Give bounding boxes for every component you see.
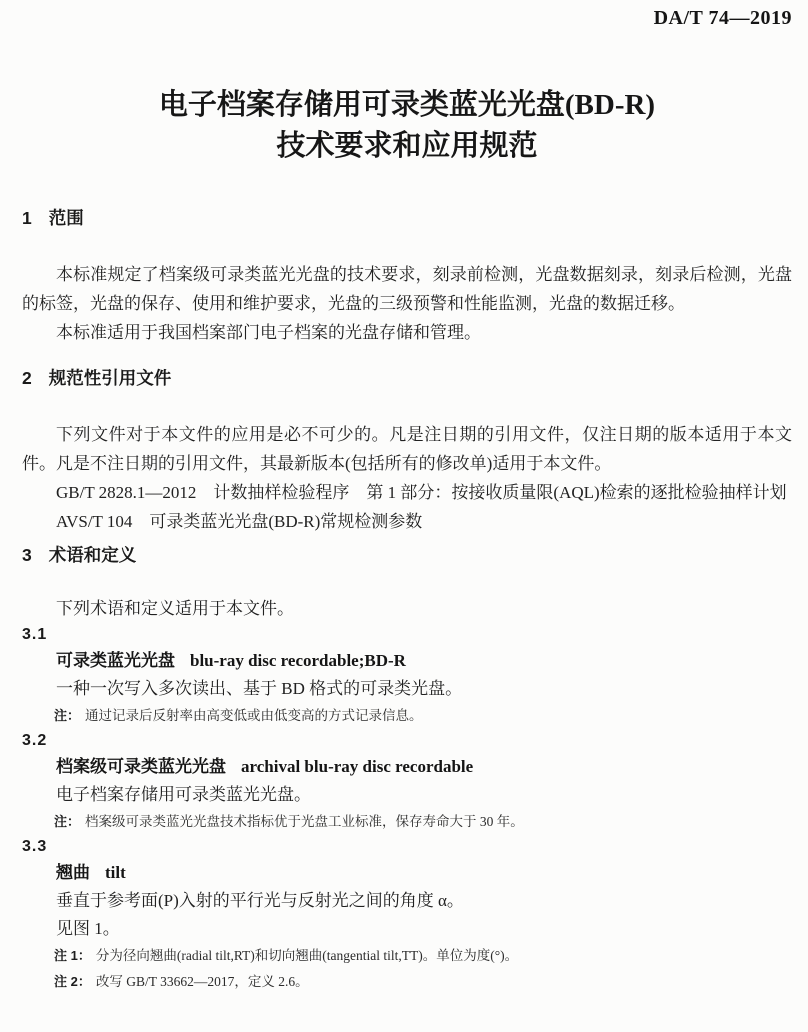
standard-code: DA/T 74—2019: [653, 7, 792, 29]
normative-reference-1: GB/T 2828.1—2012 计数抽样检验程序 第 1 部分：按接收质量限(AQL)检索的逐批检验抽样计划: [56, 483, 787, 502]
clause-3-1-note-label: 注：: [54, 708, 81, 723]
clause-3-2-definition: 电子档案存储用可录类蓝光光盘。: [56, 785, 311, 804]
clause-3-3-note-1-text: 分为径向翘曲(radial tilt,RT)和切向翘曲(tangential tilt,TT)。单位为度(°)。: [95, 948, 519, 963]
clause-3-3-term: [56, 859, 792, 887]
section-2-paragraph-1: 下列文件对于本文件的应用是必不可少的。凡是注日期的引用文件，仅注日期的版本适用于本文件。凡是不注日期的引用文件，其最新版本(包括所有的修改单)适用于本文件。: [22, 425, 792, 473]
clause-3-2-note: [54, 809, 792, 835]
clause-3-3-note-1-label: 注 1：: [54, 948, 91, 963]
document-title-line1: 电子档案存储用可录类蓝光光盘(BD-R): [158, 89, 656, 121]
clause-3-1-term: [56, 647, 792, 675]
section-1-number: 1: [22, 208, 32, 228]
document-title-line2: 技术要求和应用规范: [276, 130, 538, 162]
clause-3-2-number: 3.2: [22, 732, 48, 749]
clause-3-2-term-chinese: 档案级可录类蓝光光盘: [56, 757, 226, 776]
clause-3-2-note-label: 注：: [54, 814, 81, 829]
clause-3-3-note-2-label: 注 2：: [54, 974, 91, 989]
clause-3-3-definition: 垂直于参考面(P)入射的平行光与反射光之间的角度 α。: [56, 891, 464, 910]
clause-3-1-definition: 一种一次写入多次读出、基于 BD 格式的可录类光盘。: [56, 679, 463, 698]
clause-3-3-term-english: tilt: [105, 863, 126, 882]
clause-3-1-note: [54, 703, 792, 729]
section-2-title: 规范性引用文件: [48, 368, 172, 388]
section-3-title: 术语和定义: [48, 545, 137, 565]
normative-reference-2: AVS/T 104 可录类蓝光光盘(BD-R)常规检测参数: [56, 512, 423, 531]
document-title: [22, 85, 792, 167]
clause-3-3-term-chinese: 翘曲: [56, 863, 90, 882]
clause-3-2-term: [56, 753, 792, 781]
section-2-number: 2: [22, 368, 32, 388]
section-2-heading: [22, 367, 792, 389]
clause-3-3-note-1: [54, 943, 792, 969]
clause-3-1-term-english: blu-ray disc recordable;BD-R: [190, 651, 406, 670]
clause-3-2-note-text: 档案级可录类蓝光光盘技术指标优于光盘工业标准，保存寿命大于 30 年。: [85, 814, 524, 829]
clause-3-1-note-text: 通过记录后反射率由高变低或由低变高的方式记录信息。: [85, 708, 423, 723]
clause-3-3-see-figure: 见图 1。: [56, 919, 120, 938]
clause-3-3-number: 3.3: [22, 838, 48, 855]
section-3-heading: [22, 544, 792, 566]
section-1-paragraph-1: 本标准规定了档案级可录类蓝光光盘的技术要求，刻录前检测，光盘数据刻录，刻录后检测，光盘的标签，光盘的保存、使用和维护要求，光盘的三级预警和性能监测，光盘的数据迁移。: [22, 265, 792, 313]
section-1-heading: [22, 207, 792, 229]
section-1-paragraph-2: 本标准适用于我国档案部门电子档案的光盘存储和管理。: [56, 323, 481, 342]
clause-3-3-note-2-text: 改写 GB/T 33662—2017，定义 2.6。: [95, 974, 309, 989]
section-3-number: 3: [22, 545, 32, 565]
section-1-title: 范围: [48, 208, 84, 228]
clause-3-1-number: 3.1: [22, 626, 48, 643]
clause-3-1-term-chinese: 可录类蓝光光盘: [56, 651, 175, 670]
clause-3-3-note-2: [54, 969, 792, 995]
clause-3-2-term-english: archival blu-ray disc recordable: [241, 757, 474, 776]
section-3-intro: 下列术语和定义适用于本文件。: [56, 599, 294, 618]
